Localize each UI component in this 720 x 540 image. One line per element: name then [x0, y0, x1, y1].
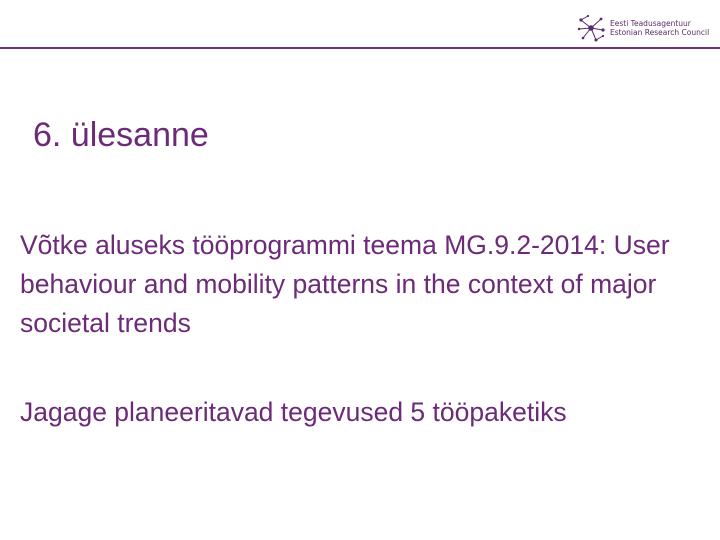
slide-title: 6. ülesanne — [33, 116, 209, 154]
task-paragraph-workpackages: Jagage planeeritavad tegevused 5 tööpaketiks — [20, 397, 567, 427]
header-rule — [0, 47, 720, 49]
task-paragraph-topic: Võtke aluseks tööprogrammi teema MG.9.2-2014: User behaviour and mobility patterns in the context of major societal trends — [20, 230, 670, 338]
logo — [576, 10, 710, 46]
logo-line-estonian: Eesti Teadusagentuur — [610, 19, 691, 28]
logo-line-english: Estonian Research Council — [610, 28, 710, 37]
logo-text — [610, 19, 709, 37]
eesti-teadusagentuur-logo-icon — [576, 13, 606, 43]
